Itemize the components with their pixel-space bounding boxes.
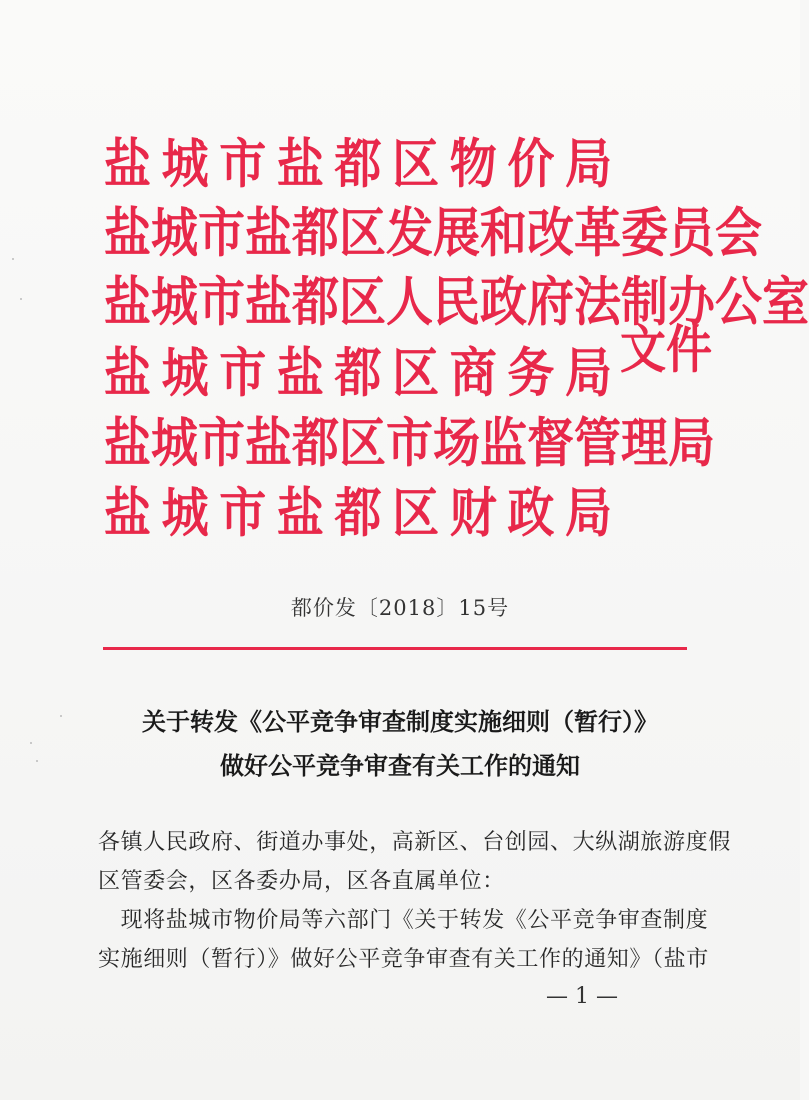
agency-name-char: 商 [449, 343, 497, 405]
agency-name-char: 盐 [245, 413, 292, 475]
wenjian-suffix: 文件 [620, 319, 712, 380]
agency-name-char: 局 [668, 413, 715, 475]
agency-name-char: 公 [715, 272, 762, 334]
agency-name-char: 办 [668, 272, 715, 334]
agency-name-char: 财 [449, 483, 497, 545]
agency-name-char: 室 [762, 272, 809, 334]
agency-name-char: 区 [392, 483, 440, 545]
agency-name-char: 府 [527, 272, 574, 334]
agency-name-char: 城 [161, 134, 209, 196]
agency-name-char: 务 [507, 343, 555, 405]
agency-name-char: 都 [292, 272, 339, 334]
agency-name-row [104, 413, 715, 476]
agency-name-char: 改 [527, 203, 574, 265]
agency-name-char: 盐 [104, 343, 151, 405]
agency-name-char: 价 [507, 134, 555, 196]
agency-name-char: 盐 [104, 483, 151, 545]
agency-name-char: 都 [292, 413, 339, 475]
scan-speck [20, 298, 22, 300]
agency-name-char: 都 [334, 343, 382, 405]
agency-name-row [104, 343, 612, 406]
agency-name-char: 盐 [276, 343, 324, 405]
scan-speck [60, 715, 62, 717]
agency-name-char: 人 [386, 272, 433, 334]
agency-name-char: 局 [565, 343, 612, 405]
agency-name-char: 盐 [245, 272, 292, 334]
agency-name-row [104, 203, 762, 266]
agency-name-char: 物 [449, 134, 497, 196]
agency-name-char: 都 [292, 203, 339, 265]
notice-title-line-2: 做好公平竞争审查有关工作的通知 [220, 752, 580, 780]
agency-name-char: 区 [392, 134, 440, 196]
scan-speck [12, 258, 14, 260]
agency-name-char: 盐 [276, 134, 324, 196]
agency-name-char: 市 [386, 413, 433, 475]
agency-name-char: 市 [219, 483, 267, 545]
agency-name-char: 市 [198, 272, 245, 334]
agency-name-char: 城 [151, 203, 198, 265]
agency-name-char: 盐 [104, 134, 151, 196]
agency-name-char: 都 [334, 483, 382, 545]
page-number: — 1 — [546, 984, 618, 1009]
agency-name-char: 革 [574, 203, 621, 265]
notice-title-line-1: 关于转发《公平竞争审查制度实施细则（暂行）》 [142, 708, 658, 736]
agency-name-char: 市 [219, 343, 267, 405]
body-line-2: 区管委会，区各委办局，区各直属单位： [98, 869, 505, 894]
agency-name-row [104, 272, 809, 335]
agency-name-char: 局 [565, 483, 612, 545]
agency-name-char: 城 [151, 272, 198, 334]
agency-name-char: 制 [621, 272, 668, 334]
agency-name-char: 员 [668, 203, 715, 265]
body-line-4: 实施细则（暂行）》做好公平竞争审查有关工作的通知》（盐市 [98, 947, 709, 972]
agency-name-char: 理 [621, 413, 668, 475]
agency-name-char: 市 [198, 203, 245, 265]
agency-name-char: 盐 [245, 203, 292, 265]
agency-name-char: 委 [621, 203, 668, 265]
agency-name-char: 区 [392, 343, 440, 405]
document-number: 都价发〔2018〕15号 [290, 596, 510, 620]
agency-name-char: 城 [161, 343, 209, 405]
agency-name-char: 区 [339, 413, 386, 475]
agency-name-char: 盐 [276, 483, 324, 545]
agency-name-char: 盐 [104, 413, 151, 475]
agency-name-char: 政 [507, 483, 555, 545]
agency-name-char: 督 [527, 413, 574, 475]
agency-name-char: 监 [480, 413, 527, 475]
agency-name-char: 法 [574, 272, 621, 334]
agency-name-char: 区 [339, 272, 386, 334]
agency-name-char: 局 [565, 134, 612, 196]
scan-speck [30, 742, 32, 744]
agency-name-char: 都 [334, 134, 382, 196]
agency-name-char: 会 [715, 203, 762, 265]
agency-name-row [104, 483, 612, 546]
body-line-1: 各镇人民政府、街道办事处，高新区、台创园、大纵湖旅游度假 [98, 830, 731, 855]
agency-name-char: 政 [480, 272, 527, 334]
agency-name-char: 管 [574, 413, 621, 475]
agency-name-char: 城 [161, 483, 209, 545]
agency-name-char: 盐 [104, 203, 151, 265]
agency-name-char: 城 [151, 413, 198, 475]
agency-name-char: 展 [433, 203, 480, 265]
scan-speck [36, 760, 38, 762]
agency-name-char: 盐 [104, 272, 151, 334]
agency-name-char: 市 [219, 134, 267, 196]
agency-name-char: 民 [433, 272, 480, 334]
agency-name-char: 市 [198, 413, 245, 475]
agency-name-char: 区 [339, 203, 386, 265]
body-line-3: 现将盐城市物价局等六部门《关于转发《公平竞争审查制度 [98, 908, 709, 933]
agency-name-row [104, 134, 612, 197]
agency-name-char: 发 [386, 203, 433, 265]
agency-name-char: 场 [433, 413, 480, 475]
red-divider-line [103, 647, 687, 650]
agency-name-char: 和 [480, 203, 527, 265]
